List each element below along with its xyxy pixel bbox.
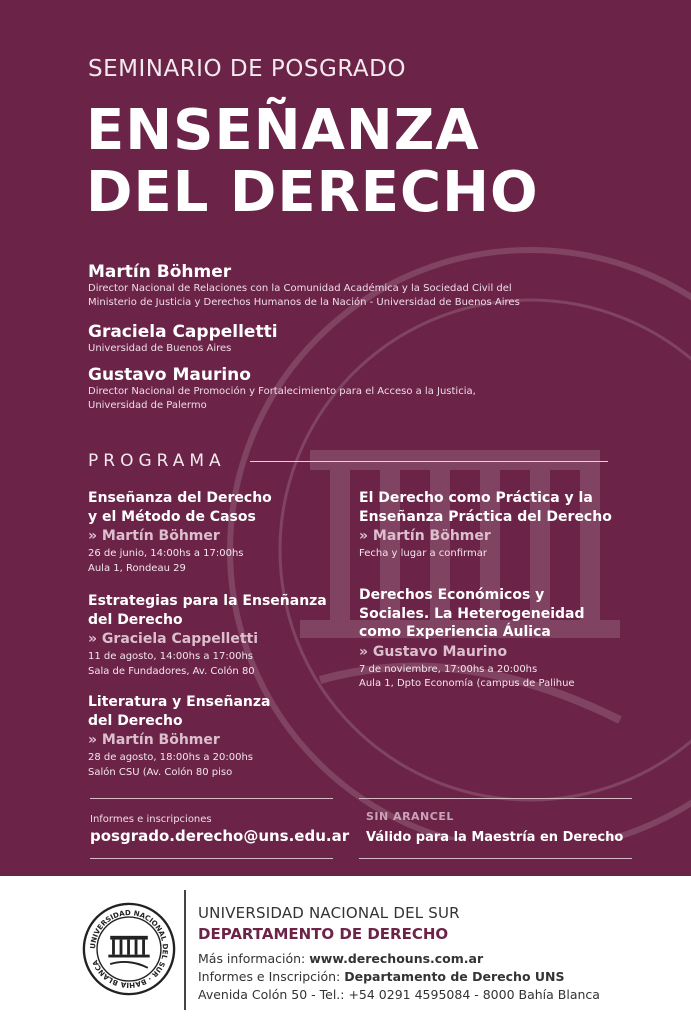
item-title: del Derecho xyxy=(88,712,183,729)
footer-divider xyxy=(184,890,186,1010)
speaker-desc: Universidad de Buenos Aires xyxy=(88,343,232,354)
address-line: Avenida Colón 50 - Tel.: +54 0291 4595084 - 8000 Bahía Blanca xyxy=(198,987,600,1002)
inscription-value: Departamento de Derecho UNS xyxy=(344,969,565,984)
university-name: UNIVERSIDAD NACIONAL DEL SUR xyxy=(198,904,460,922)
item-speaker: » Martín Böhmer xyxy=(88,528,220,544)
title-line-1: ENSEÑANZA xyxy=(86,98,480,163)
item-date: 7 de noviembre, 17:00hs a 20:00hs xyxy=(359,663,538,675)
item-speaker: » Martín Böhmer xyxy=(359,528,491,544)
event-title xyxy=(86,100,539,224)
divider xyxy=(90,858,333,859)
inscription-line xyxy=(198,969,565,984)
speaker-name: Gustavo Maurino xyxy=(88,365,251,385)
item-speaker: » Martín Böhmer xyxy=(88,732,220,748)
item-speaker: » Graciela Cappelletti xyxy=(88,631,259,647)
item-venue: Sala de Fundadores, Av. Colón 80 xyxy=(88,665,255,677)
speaker-cappelletti xyxy=(88,322,278,356)
speaker-desc: Ministerio de Justicia y Derechos Humanos de la Nación - Universidad de Buenos Aires xyxy=(88,296,520,308)
website-link[interactable]: www.derechouns.com.ar xyxy=(309,951,484,966)
item-title: Literatura y Enseñanza xyxy=(88,694,271,710)
footer xyxy=(0,876,691,1024)
item-venue: Salón CSU (Av. Colón 80 piso xyxy=(88,766,233,778)
item-title: Estrategias para la Enseñanza xyxy=(88,593,327,609)
university-seal-logo xyxy=(82,902,176,996)
speaker-name: Graciela Cappelletti xyxy=(88,322,278,342)
item-title: del Derecho xyxy=(88,611,183,628)
item-venue: Aula 1, Dpto Economía (campus de Palihue xyxy=(359,678,575,689)
item-title: como Experiencia Áulica xyxy=(359,624,551,640)
program-item xyxy=(359,489,649,561)
program-item xyxy=(359,586,649,691)
seal-text: UNIVERSIDAD NACIONAL DEL SUR · BAHIA BLANCA xyxy=(88,908,170,990)
more-info-line xyxy=(198,951,483,966)
item-title: El Derecho como Práctica y la xyxy=(359,490,593,506)
inscription-label: Informes e Inscripción: xyxy=(198,969,345,984)
speaker-bohmer xyxy=(88,262,520,309)
fee-text: Válido para la Maestría en Derecho xyxy=(366,830,624,845)
contact-email-link[interactable]: posgrado.derecho@uns.edu.ar xyxy=(90,827,350,845)
item-speaker: » Gustavo Maurino xyxy=(359,643,508,660)
program-item xyxy=(88,693,353,779)
divider xyxy=(359,858,632,859)
item-title: y el Método de Casos xyxy=(88,508,256,525)
item-title: Enseñanza del Derecho xyxy=(88,490,272,506)
fee-label: SIN ARANCEL xyxy=(366,810,454,823)
item-date: Fecha y lugar a confirmar xyxy=(359,548,487,559)
item-title: Sociales. La Heterogeneidad xyxy=(359,605,585,622)
event-kicker: SEMINARIO DE POSGRADO xyxy=(88,56,406,82)
item-date: 11 de agosto, 14:00hs a 17:00hs xyxy=(88,651,253,662)
contact-label: Informes e inscripciones xyxy=(90,814,212,825)
program-item xyxy=(88,592,353,678)
item-date: 28 de agosto, 18:00hs a 20:00hs xyxy=(88,752,253,763)
speaker-name: Martín Böhmer xyxy=(88,262,232,282)
item-venue: Aula 1, Rondeau 29 xyxy=(88,562,186,574)
speaker-desc: Universidad de Palermo xyxy=(88,399,207,411)
speaker-desc: Director Nacional de Promoción y Fortalecimiento para el Acceso a la Justicia, xyxy=(88,386,476,397)
divider xyxy=(359,798,632,799)
department-name: DEPARTAMENTO DE DERECHO xyxy=(198,925,449,943)
speaker-desc: Director Nacional de Relaciones con la Comunidad Académica y la Sociedad Civil del xyxy=(88,283,512,294)
item-title: Derechos Económicos y xyxy=(359,587,545,603)
title-line-2: DEL DERECHO xyxy=(86,160,539,225)
program-heading: PROGRAMA xyxy=(88,451,226,471)
item-date: 26 de junio, 14:00hs a 17:00hs xyxy=(88,548,244,559)
program-divider xyxy=(250,461,608,462)
program-item xyxy=(88,489,353,575)
item-title: Enseñanza Práctica del Derecho xyxy=(359,508,612,525)
divider xyxy=(90,798,333,799)
more-info-label: Más información: xyxy=(198,951,310,966)
speaker-maurino xyxy=(88,365,476,412)
